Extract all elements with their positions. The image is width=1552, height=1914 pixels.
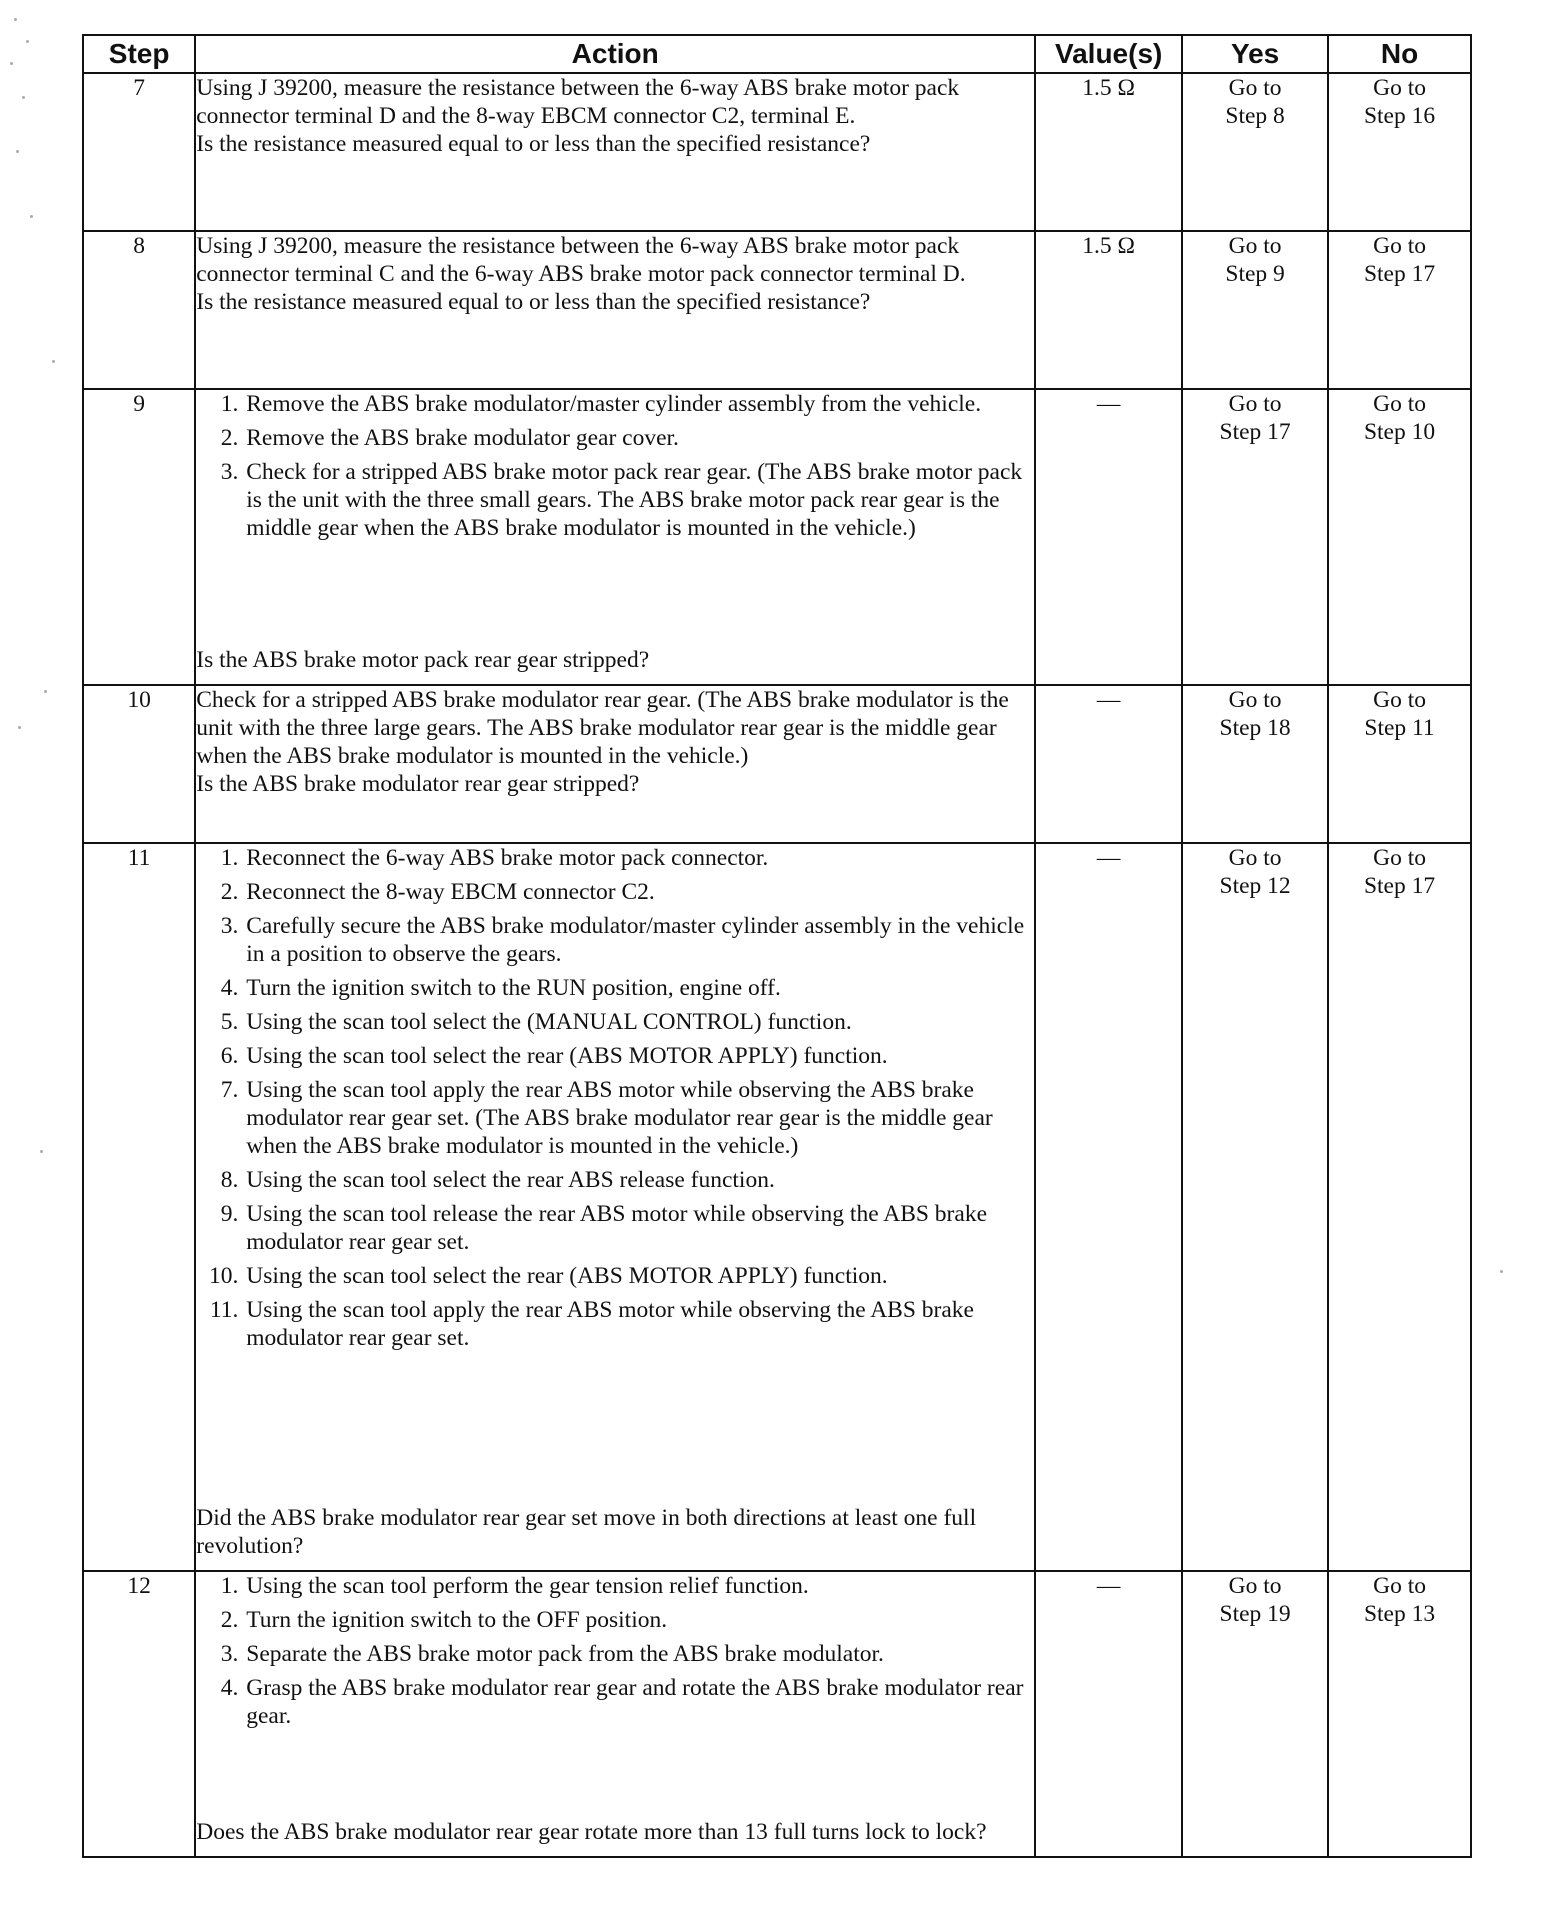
value-cell: — (1035, 843, 1182, 1571)
value-cell: — (1035, 389, 1182, 685)
scan-speck (18, 726, 21, 729)
step-number: 8 (83, 231, 195, 389)
no-cell (1328, 231, 1471, 389)
yes-cell (1182, 843, 1328, 1571)
no-cell (1328, 843, 1471, 1571)
list-item: 10. Using the scan tool select the rear (ABS MOTOR APPLY) function. (244, 1262, 1034, 1290)
list-item: 8. Using the scan tool select the rear ABS release function. (244, 1166, 1034, 1194)
list-item: 2. Reconnect the 8-way EBCM connector C2. (244, 878, 1034, 906)
list-item: 11. Using the scan tool apply the rear ABS motor while observing the ABS brake modulator rear gear set. (244, 1296, 1034, 1352)
step-number: 7 (83, 73, 195, 231)
scan-speck (1500, 1270, 1503, 1273)
list-item: 7. Using the scan tool apply the rear ABS motor while observing the ABS brake modulator rear gear set. (The ABS brake modulator rear gear is the middle gear when the ABS brake modulator is mounted in the vehicle.) (244, 1076, 1034, 1160)
step-number: 10 (83, 685, 195, 843)
goto-label: Go to (1373, 391, 1426, 417)
scan-speck (14, 18, 17, 21)
header-no: No (1328, 35, 1471, 73)
scan-speck (10, 62, 13, 65)
action-text: Using J 39200, measure the resistance between the 6-way ABS brake motor pack connector terminal D and the 8-way EBCM connector C2, terminal E. (196, 75, 960, 129)
action-question: Is the ABS brake modulator rear gear stripped? (196, 771, 640, 797)
scan-speck (22, 96, 25, 99)
goto-step: Step 11 (1364, 715, 1435, 741)
goto-step: Step 9 (1225, 261, 1285, 287)
goto-label: Go to (1228, 391, 1282, 417)
header-row (83, 35, 1471, 73)
list-item: 1. Using the scan tool perform the gear tension relief function. (244, 1572, 1034, 1600)
goto-step: Step 13 (1363, 1601, 1436, 1627)
action-cell (195, 231, 1035, 389)
list-item: 9. Using the scan tool release the rear ABS motor while observing the ABS brake modulator rear gear set. (244, 1200, 1034, 1256)
action-question: Is the ABS brake motor pack rear gear stripped? (196, 647, 650, 673)
list-item: 3. Carefully secure the ABS brake modulator/master cylinder assembly in the vehicle in a position to observe the gears. (244, 912, 1034, 968)
header-action: Action (195, 35, 1035, 73)
goto-step: Step 17 (1219, 419, 1291, 445)
scan-speck (16, 150, 19, 153)
no-cell (1328, 73, 1471, 231)
action-cell (195, 685, 1035, 843)
goto-label: Go to (1228, 845, 1282, 871)
goto-label: Go to (1373, 1573, 1426, 1599)
scan-speck (26, 40, 29, 43)
goto-label: Go to (1373, 687, 1426, 713)
yes-cell (1182, 231, 1328, 389)
action-cell (195, 73, 1035, 231)
list-item: 6. Using the scan tool select the rear (ABS MOTOR APPLY) function. (244, 1042, 1034, 1070)
goto-step: Step 17 (1363, 873, 1436, 899)
goto-step: Step 12 (1219, 873, 1291, 899)
header-yes: Yes (1182, 35, 1328, 73)
scan-speck (40, 1150, 43, 1153)
list-item: 3. Separate the ABS brake motor pack from the ABS brake modulator. (244, 1640, 1034, 1668)
action-steps (196, 390, 1034, 548)
goto-label: Go to (1373, 845, 1426, 871)
goto-label: Go to (1228, 233, 1282, 259)
step-number: 9 (83, 389, 195, 685)
action-question: Is the resistance measured equal to or less than the specified resistance? (196, 131, 871, 157)
list-item: 2. Turn the ignition switch to the OFF position. (244, 1606, 1034, 1634)
list-item: 1. Remove the ABS brake modulator/master cylinder assembly from the vehicle. (244, 390, 1034, 418)
table-row (83, 1571, 1471, 1857)
step-number: 12 (83, 1571, 195, 1857)
diagnostic-table (82, 34, 1472, 1858)
list-item: 4. Turn the ignition switch to the RUN position, engine off. (244, 974, 1034, 1002)
action-steps (196, 1572, 1034, 1736)
no-cell (1328, 685, 1471, 843)
no-cell (1328, 389, 1471, 685)
yes-cell (1182, 685, 1328, 843)
scan-speck (52, 360, 55, 363)
yes-cell (1182, 389, 1328, 685)
yes-cell (1182, 73, 1328, 231)
goto-label: Go to (1228, 75, 1282, 101)
scan-speck (44, 690, 47, 693)
action-question: Does the ABS brake modulator rear gear rotate more than 13 full turns lock to lock? (196, 1819, 987, 1845)
table-row (83, 685, 1471, 843)
goto-step: Step 10 (1363, 419, 1436, 445)
action-text: Check for a stripped ABS brake modulator rear gear. (The ABS brake modulator is the unit with the three large gears. The ABS brake modulator rear gear is the middle gear when the ABS brake modulator is mounted in the vehicle.) (196, 687, 1009, 769)
goto-label: Go to (1373, 75, 1426, 101)
goto-step: Step 16 (1363, 103, 1436, 129)
table-row (83, 231, 1471, 389)
table-row (83, 843, 1471, 1571)
value-cell: — (1035, 685, 1182, 843)
value-cell: — (1035, 1571, 1182, 1857)
value-cell: 1.5 Ω (1035, 73, 1182, 231)
goto-step: Step 17 (1363, 261, 1436, 287)
list-item: 2. Remove the ABS brake modulator gear cover. (244, 424, 1034, 452)
yes-cell (1182, 1571, 1328, 1857)
header-step: Step (83, 35, 195, 73)
goto-label: Go to (1228, 687, 1282, 713)
no-cell (1328, 1571, 1471, 1857)
goto-label: Go to (1373, 233, 1426, 259)
list-item: 4. Grasp the ABS brake modulator rear gear and rotate the ABS brake modulator rear gear. (244, 1674, 1034, 1730)
header-values: Value(s) (1035, 35, 1182, 73)
action-question: Did the ABS brake modulator rear gear set move in both directions at least one full revolution? (196, 1505, 977, 1559)
step-number: 11 (83, 843, 195, 1571)
goto-step: Step 18 (1219, 715, 1291, 741)
action-cell (195, 389, 1035, 685)
action-cell (195, 843, 1035, 1571)
scan-speck (30, 215, 33, 218)
action-steps (196, 844, 1034, 1358)
goto-step: Step 8 (1225, 103, 1285, 129)
list-item: 5. Using the scan tool select the (MANUAL CONTROL) function. (244, 1008, 1034, 1036)
list-item: 3. Check for a stripped ABS brake motor pack rear gear. (The ABS brake motor pack is the unit with the three small gears. The ABS brake motor pack rear gear is the middle gear when the ABS brake modulator is mounted in the vehicle.) (244, 458, 1034, 542)
list-item: 1. Reconnect the 6-way ABS brake motor pack connector. (244, 844, 1034, 872)
value-cell: 1.5 Ω (1035, 231, 1182, 389)
goto-label: Go to (1228, 1573, 1282, 1599)
goto-step: Step 19 (1219, 1601, 1291, 1627)
table-row (83, 389, 1471, 685)
action-question: Is the resistance measured equal to or less than the specified resistance? (196, 289, 871, 315)
action-text: Using J 39200, measure the resistance between the 6-way ABS brake motor pack connector terminal C and the 6-way ABS brake motor pack connector terminal D. (196, 233, 966, 287)
action-cell (195, 1571, 1035, 1857)
table-row (83, 73, 1471, 231)
